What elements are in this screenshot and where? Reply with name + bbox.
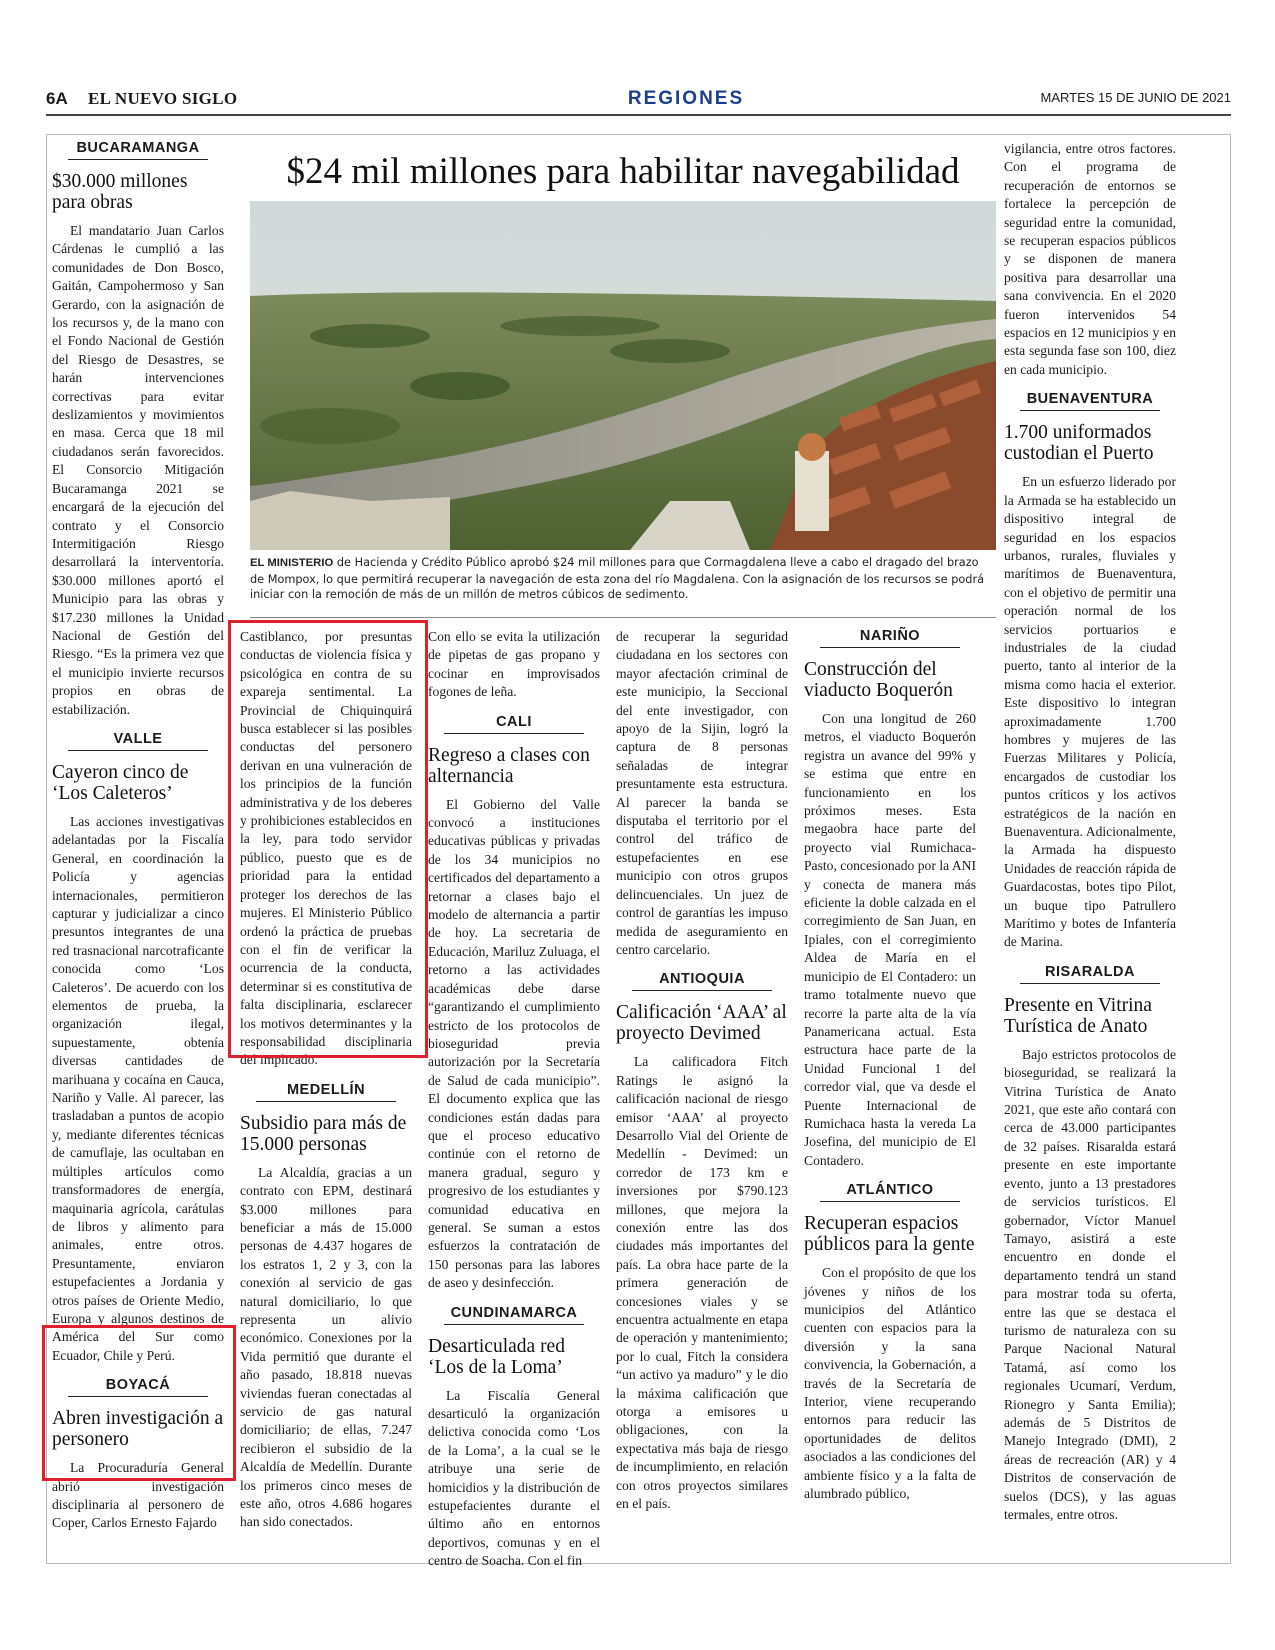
body-buenaventura: En un esfuerzo liderado por la Armada se ha establecido un dispositivo integral de seguridad en los espacios urbanos, rurales, fluviales y marítimos de Buenaventura, con el objetivo de permitir una operación normal de los servicios portuarios e industriales de la ciudad puerto, tanto al interior de la misma como hacia el exterior. Este dispositivo lo integran aproximadamente 1.700 hombres y mujeres de las Fuerzas Militares y Policía, encargados de custodiar los puntos críticos y los activos estratégicos de la nación en Buenaventura. Adicionalmente, la Armada ha dispuesto Unidades de reacción rápida de Guardacostas, botes tipo Pilot, un buque tipo Patrullero Marítimo y botes de Infantería de Marina.: [1004, 474, 1176, 950]
headline-cali: Regreso a clases con alternancia: [428, 744, 590, 787]
headline-cundinamarca: Desarticulada red ‘Los de la Loma’: [428, 1335, 565, 1378]
headline-narino: Construcción del viaducto Boquerón: [804, 659, 953, 701]
headline-medellin: Subsidio para más de 15.000 personas: [240, 1112, 407, 1155]
headline-bucaramanga: $30.000 millones para obras: [52, 171, 188, 213]
river-aerial-photo: [250, 201, 996, 550]
body-narino: Con una longitud de 260 metros, el viaducto Boquerón registra un avance del 99% y se estima que entre en funcionamiento en los próximos meses. Esta megaobra hace parte del proyecto vial Rumichaca-Pasto, concesionado por la ANI y conecta de manera más eficiente la doble calzada en el corregimiento de San Juan, en Ipiales, con el corregimiento Aldea de María en el municipio de El Contadero: un tramo totalmente nuevo que recorre la parte alta de la vía Panamericana actual. Esta estructura hace parte de la Unidad Funcional 1 del corredor vial, que va desde el Puente Internacional de Rumichaca hasta la vereda La Josefina, del municipio de El Contadero.: [804, 711, 976, 1168]
kicker-narino: NARIÑO: [820, 628, 960, 648]
kicker-atlantico: ATLÁNTICO: [820, 1182, 960, 1202]
river-aerial-illustration: [250, 201, 996, 550]
issue-date: MARTES 15 DE JUNIO DE 2021: [1040, 90, 1231, 105]
header-rule: [46, 114, 1231, 116]
kicker-cundinamarca: CUNDINAMARCA: [444, 1305, 584, 1325]
headline-risaralda: Presente en Vitrina Turística de Anato: [1004, 994, 1152, 1037]
kicker-risaralda: RISARALDA: [1020, 964, 1160, 984]
headline-atlantico: Recuperan espacios públicos para la gente: [804, 1213, 975, 1256]
highlight-box-boyaca: [42, 1325, 236, 1481]
body-valle: Las acciones investigativas adelantadas por la Fiscalía General, en coordinación la Policía y agencias internacionales, permitieron capturar y judicializar a cinco presuntos integrantes de una red trasnacional narcotraficante conocida como ‘Los Caleteros’. De acuerdo con los elementos de prueba, la organización ilegal, supuestamente, obtenía diversas cantidades de marihuana y cocaína en Cauca, Nariño y Valle. Al parecer, las trasladaban a puntos de acopio y, mediante diferentes técnicas de camuflaje, las ocultaban en múltiples artículos como transformadores de energía, maquinaria agrícola, carátulas de libros y alimento para animales, entre otros. Presuntamente, enviaron estupefacientes a Jordania y otros países de Oriente Medio, Europa y algunos destinos de América del Sur como Ecuador, Chile y Perú.: [52, 813, 224, 1363]
body-bucaramanga: El mandatario Juan Carlos Cárdenas le cumplió a las comunidades de Don Bosco, Gaitán, Campohermoso y San Gerardo, con la asignación de los recursos y, de la mano con el Fondo Nacional de Gestión del Riesgo de Desastres, se harán intervenciones correctivas para evitar deslizamientos y movimientos en masa. Cerca que 18 mil ciudadanos serán favorecidos. El Consorcio Mitigación Bucaramanga 2021 se encargará de la ejecución del contrato y el Consorcio Intermitigación Riesgo desarrollará la interventoría. $30.000 millones aportó el Municipio para las obras y $17.230 millones la Unidad Nacional de Gestión del Riesgo. “Es la primera vez que el municipio invierte recursos propios en obras de estabilización.: [52, 223, 224, 717]
main-headline: $24 mil millones para habilitar navegabilidad: [286, 151, 960, 192]
body-atlantico-continued: vigilancia, entre otros factores. Con el programa de recuperación de entornos se fortalece la percepción de seguridad entre la comunidad, se recuperan espacios públicos y se disponen de manera positiva para desarrollar una sana convivencia. En el 2020 fueron intervenidos 54 espacios en 12 municipios y en esta segunda fase son 100, diez en cada municipio.: [1004, 141, 1176, 377]
body-atlantico: Con el propósito de que los jóvenes y niños de los municipios del Atlántico cuenten con espacios para la diversión y la sana convivencia, la Gobernación, a través de la Secretaría de Interior, viene recuperando entornos para reducir las oportunidades de delitos asociados a las condiciones del ambiente físico y a la falta de alumbrado público,: [804, 1265, 976, 1502]
headline-valle: Cayeron cinco de ‘Los Caleteros’: [52, 761, 189, 804]
page-header: [46, 86, 1231, 112]
kicker-valle: VALLE: [68, 731, 208, 751]
headline-antioquia: Calificación ‘AAA’ al proyecto Devimed: [616, 1002, 787, 1045]
caption-lead: EL MINISTERIO: [250, 557, 334, 569]
kicker-cali: CALI: [444, 714, 584, 734]
kicker-buenaventura: BUENAVENTURA: [1020, 391, 1160, 411]
body-cali-lead: Con ello se evita la utilización de pipetas de gas propano y cocinar en improvisados fogones de leña.: [428, 629, 600, 700]
page-number: 6A: [46, 89, 68, 108]
kicker-antioquia: ANTIOQUIA: [632, 971, 772, 991]
body-boyaca-continued: Castiblanco, por presuntas conductas de violencia física y psicológica en contra de su expareja sentimental. La Provincial de Chiquinquirá busca establecer si las posibles conductas del personero derivan en una vulneración de los principios de la función administrativa y de los deberes y prohibiciones establecidos en la ley, para todo servidor público, puesto que es de prioridad para la entidad proteger los derechos de las mujeres. El Ministerio Público ordenó la práctica de pruebas con el fin de verificar la ocurrencia de la conducta, determinar si es constitutiva de falta disciplinaria, esclarecer los motivos determinantes y la responsabilidad disciplinaria del implicado.: [240, 629, 412, 1068]
kicker-boyaca: BOYACÁ: [68, 1377, 208, 1397]
body-cundinamarca-continued: de recuperar la seguridad ciudadana en los sectores con mayor afectación criminal de este municipio, la Seccional del ente investigador, con apoyo de la Sijin, logró la captura de 8 personas señaladas de integrar presuntamente esta estructura. Al parecer la banda se disputaba el territorio por el control del tráfico de estupefacientes en ese municipio con otros grupos delincuenciales. Un juez de control de garantías les impuso medida de aseguramiento en centro carcelario.: [616, 629, 788, 957]
kicker-medellin: MEDELLÍN: [256, 1082, 396, 1102]
column-4: [616, 628, 788, 1560]
section-name: REGIONES: [627, 88, 745, 109]
photo-caption: [250, 555, 996, 603]
body-boyaca: La Procuraduría General abrió investigación disciplinaria al personero de Coper, Carlos Ernesto Fajardo: [52, 1460, 224, 1531]
body-cali: El Gobierno del Valle convocó a instituciones educativas públicas y privadas de los 34 municipios no certificados del departamento a retornar a clases bajo el modelo de alternancia a partir de hoy. La secretaria de Educación, Mariluz Zuluaga, el retorno a las actividades académicas debe darse “garantizando el cumplimiento estricto de los protocolos de bioseguridad previa autorización por la Secretaría de Salud de cada municipio”. El documento explica que las condiciones están dadas para que el proceso educativo continúe con el retorno de manera gradual, seguro y progresivo de los estudiantes y comunidad educativa en general. Se suman a estos esfuerzos la contratación de 150 personas para las labores de aseo y desinfección.: [428, 796, 600, 1291]
body-antioquia: La calificadora Fitch Ratings le asignó la calificación nacional de riesgo emisor ‘AAA’ al proyecto Desarrollo Vial del Oriente de Medellín - Devimed: un corredor de 173 km e inversiones por $790.123 millones, que mejora la conexión entre las dos ciudades más importantes del país. La obra hace parte de la primera generación de concesiones viales y se encuentra actualmente en etapa de operación y mantenimiento; por lo cual, Fitch la considera “un activo ya maduro” y le dio la máxima calificación que otorga a emisores u obligaciones, con la expectativa más baja de riesgo de incumplimiento, en relación con otros proyectos similares en el país.: [616, 1054, 788, 1512]
body-cundinamarca: La Fiscalía General desarticuló la organización delictiva conocida como ‘Los de la Loma’, a la cual se le atribuye una serie de homicidios y la distribución de estupefacientes durante el último año en entornos deportivos, comunas y en el centro de Soacha. Con el fin: [428, 1387, 600, 1569]
column-6: [1004, 140, 1176, 1560]
kicker-bucaramanga: BUCARAMANGA: [68, 140, 208, 160]
headline-boyaca: Abren investigación a personero: [52, 1408, 224, 1451]
column-3: [428, 628, 600, 1569]
body-risaralda: Bajo estrictos protocolos de bioseguridad, se realizará la Vitrina Turística de Anato 2021, que este año contará con cerca de 43.000 participantes de 32 países. Risaralda estará presente en este importante evento, junto a 13 prestadores de servicios turísticos. El gobernador, Víctor Manuel Tamayo, asistirá a este encuentro en donde el departamento tendrá un stand para mostrar toda su oferta, entre las que se destaca el turismo de naturaleza con su Parque Nacional Natural Tatamá, así como los regionales Ucumarí, Verdum, Rionegro y Santa Emilia); además de 5 Distritos de Manejo Integrado (DMI), 2 áreas de recreación (AR) y 4 Distritos de conservación de suelos (DCS), y las aguas termales, entre otros.: [1004, 1046, 1176, 1522]
body-medellin: La Alcaldía, gracias a un contrato con EPM, destinará $3.000 millones para beneficiar a más de 15.000 personas de 4.437 hogares de los estratos 1, 2 y 3, con la conexión al servicio de gas natural domiciliario, lo que representa un alivio económico. Conexiones por la Vida permitió que durante el año pasado, 18.818 nuevas viviendas fueran conectadas al servicio de gas natural domiciliario; de ellas, 7.247 recibieron el subsidio de la Alcaldía de Medellín. Durante los primeros cinco meses de este año, otros 4.686 hogares han sido conectados.: [240, 1164, 412, 1530]
highlight-box-boyaca-continued: [228, 620, 428, 1058]
caption-text: de Hacienda y Crédito Público aprobó $24 mil millones para que Cormagdalena lleve a cabo el dragado del brazo de Mompox, lo que permitirá recuperar la navegación de esta zona del río Magdalena. Con la asignación de los recursos se podrá iniciar con la remoción de más de un millón de metros cúbicos de sedimento.: [250, 556, 985, 601]
caption-rule: [250, 617, 996, 618]
newspaper-name: EL NUEVO SIGLO: [88, 89, 238, 108]
headline-buenaventura: 1.700 uniformados custodian el Puerto: [1004, 422, 1154, 465]
column-5: [804, 628, 976, 1560]
